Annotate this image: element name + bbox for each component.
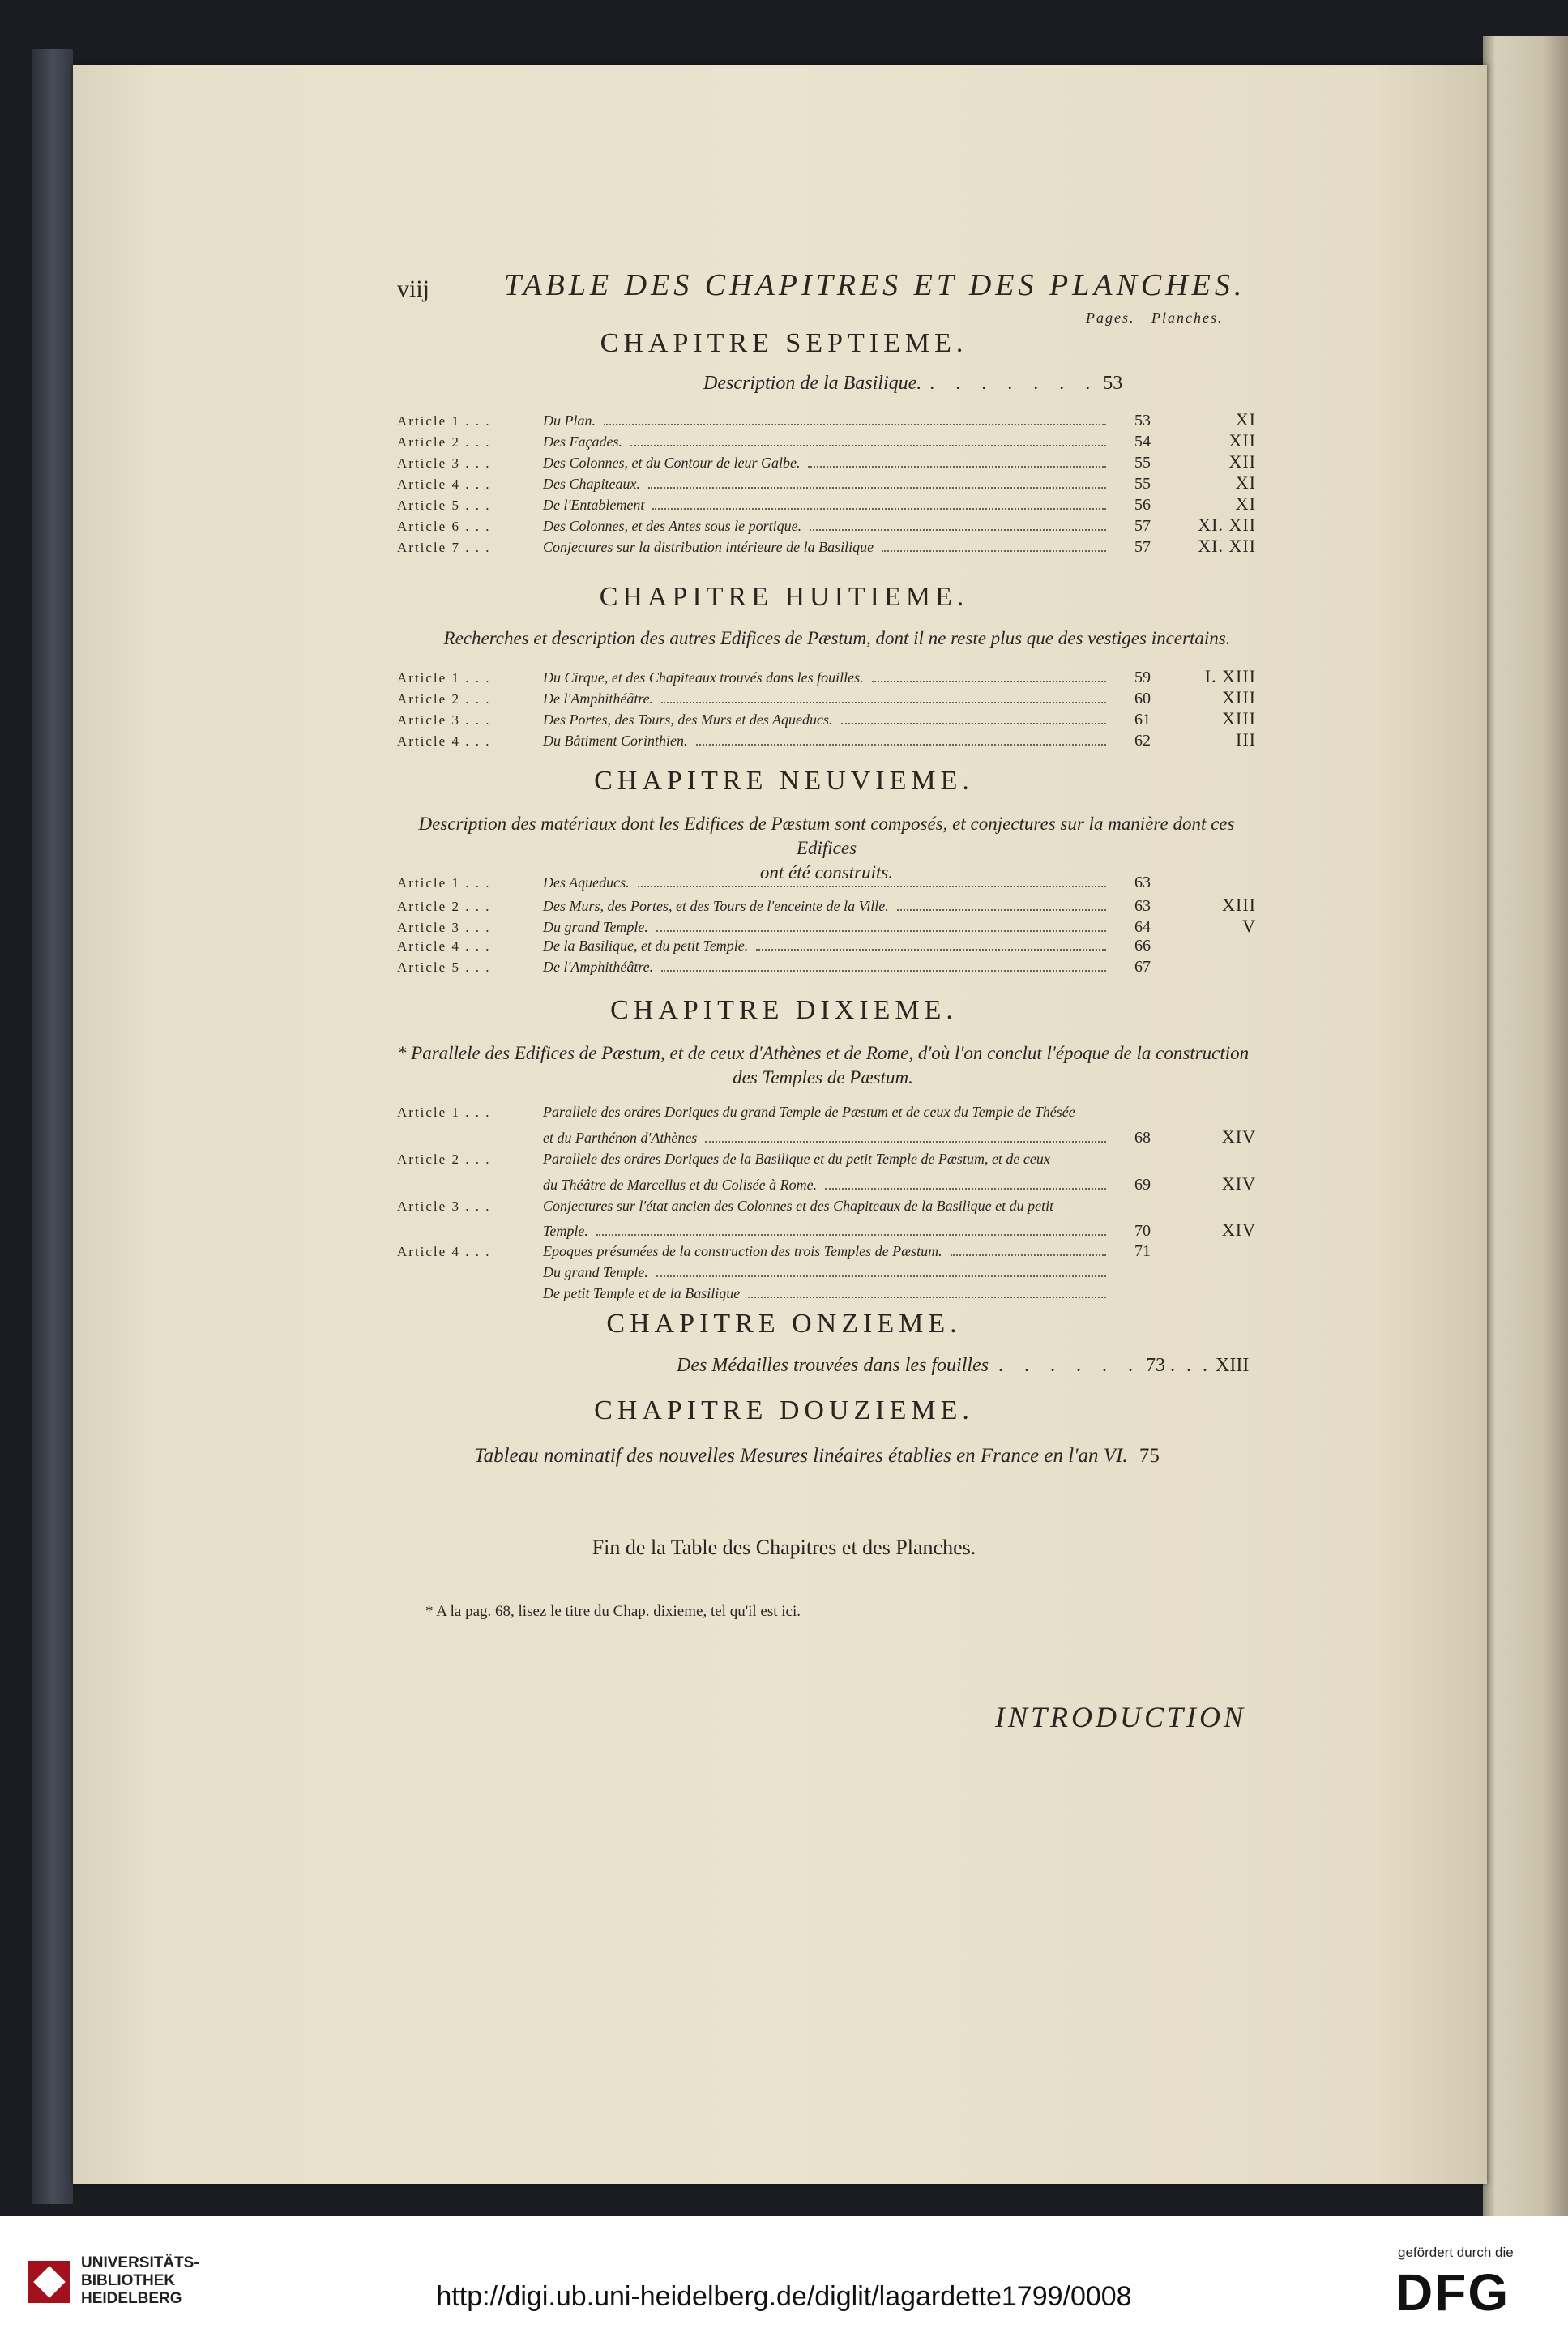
page-number: viij — [397, 276, 430, 302]
toc-row: De petit Temple et de la Basilique — [543, 1285, 1256, 1310]
toc-row: Article 6 . . . Des Colonnes, et des Antes sous le portique. 57 XI. XII — [397, 515, 1256, 535]
chapter-11-desc: Des Médailles trouvées dans les fouilles . . . . . . 73 . . . XIII — [677, 1355, 1250, 1376]
toc-row: Article 7 . . . Conjectures sur la distribution intérieure de la Basilique 57 XI. XII — [397, 536, 1256, 556]
toc-row: Article 3 . . . Des Portes, des Tours, des Murs et des Aqueducs. 61 XIII — [397, 708, 1256, 728]
toc-row: Article 2 . . . De l'Amphithéâtre. 60 XIII — [397, 687, 1256, 707]
chapter-7-desc-text: Description de la Basilique. — [703, 373, 922, 394]
toc-row: Article 4 . . . Du Bâtiment Corinthien. 62 III — [397, 729, 1256, 750]
toc-row: Article 4 . . . Epoques présumées de la construction des trois Temples de Pæstum. 71 — [397, 1242, 1151, 1260]
footnote: * A la pag. 68, lisez le titre du Chap. dixieme, tel qu'il est ici. — [425, 1603, 801, 1620]
chapter-11-desc-page: 73 — [1146, 1355, 1166, 1376]
toc-row: Article 2 . . . Parallele des ordres Doriques de la Basilique et du petit Temple de Pæstum, et de ceux — [397, 1151, 1050, 1167]
dfg-logo: DFG — [1395, 2263, 1510, 2322]
toc-row: Article 3 . . . Des Colonnes, et du Contour de leur Galbe. 55 XII — [397, 451, 1256, 472]
toc-row: Article 4 . . . Des Chapiteaux. 55 XI — [397, 472, 1256, 493]
facing-page-edge — [1483, 36, 1568, 2216]
chapter-8-title: CHAPITRE HUITIEME. — [599, 582, 969, 612]
column-headers — [1086, 310, 1223, 327]
permalink-url[interactable]: http://digi.ub.uni-heidelberg.de/diglit/lagardette1799/0008 — [436, 2281, 1132, 2312]
toc-row: Article 1 . . . Du Plan. 53 XI — [397, 409, 1256, 429]
chapter-7-title: CHAPITRE SEPTIEME. — [600, 328, 968, 358]
toc-row: Article 2 . . . Des Murs, des Portes, et des Tours de l'enceinte de la Ville. 63 XIII — [397, 895, 1256, 915]
chapter-10-desc-line1: * Parallele des Edifices de Pæstum, et de ceux d'Athènes et de Rome, d'où l'on conclut l'époque de la construction — [396, 1043, 1250, 1063]
catchword: INTRODUCTION — [995, 1701, 1247, 1733]
chapter-12-title: CHAPITRE DOUZIEME. — [594, 1395, 974, 1425]
toc-row: Article 3 . . . Du grand Temple. 64 V — [397, 916, 1256, 936]
chapter-12-desc-page: 75 — [1139, 1445, 1160, 1467]
toc-row: Article 4 . . . De la Basilique, et du petit Temple. 66 — [397, 937, 1151, 955]
chapter-7-desc: Description de la Basilique. . . . . . . . 53 — [703, 373, 1123, 394]
chapter-12-desc — [474, 1445, 1160, 1468]
toc-row: Article 5 . . . De l'Entablement 56 XI — [397, 494, 1256, 514]
chapter-12-desc-text: Tableau nominatif des nouvelles Mesures linéaires établies en France en l'an VI. — [474, 1445, 1128, 1467]
toc-row: et du Parthénon d'Athènes 68 XIV — [543, 1126, 1256, 1147]
institution-name: UNIVERSITÄTS- BIBLIOTHEK HEIDELBERG — [81, 2254, 199, 2307]
toc-row: du Théâtre de Marcellus et du Colisée à Rome. 69 XIV — [543, 1173, 1256, 1194]
column-pages: Pages. — [1086, 310, 1135, 326]
chapter-7-desc-page: 53 — [1103, 373, 1123, 394]
chapter-11-desc-text: Des Médailles trouvées dans les fouilles — [677, 1355, 989, 1376]
chapter-11-desc-plate: XIII — [1216, 1355, 1250, 1376]
toc-row: Article 2 . . . Des Façades. 54 XII — [397, 430, 1256, 451]
chapter-9-desc-line2: ont été construits. — [759, 862, 894, 882]
chapter-10-desc-line2: des Temples de Pæstum. — [733, 1067, 913, 1087]
end-of-table: Fin de la Table des Chapitres et des Planches. — [592, 1536, 976, 1559]
toc-row: Article 1 . . . Du Cirque, et des Chapiteaux trouvés dans les fouilles. 59 I. XIII — [397, 666, 1256, 686]
book-spine — [32, 49, 73, 2204]
chapter-9-desc-line1: Description des matériaux dont les Edifices de Pæstum sont composés, et conjectures sur la manière dont ces Edifices — [418, 814, 1235, 858]
funded-by-label: gefördert durch die — [1398, 2245, 1514, 2260]
chapter-9-title: CHAPITRE NEUVIEME. — [594, 766, 974, 796]
chapter-10-title: CHAPITRE DIXIEME. — [610, 995, 958, 1025]
toc-row: Article 1 . . . Des Aqueducs. 63 — [397, 874, 1151, 891]
toc-row: Temple. 70 XIV — [543, 1220, 1256, 1240]
chapter-8-desc: Recherches et description des autres Edifices de Pæstum, dont il ne reste plus que des vestiges incertains. — [443, 628, 1231, 648]
page-title: TABLE DES CHAPITRES ET DES PLANCHES. — [504, 268, 1246, 302]
toc-row: Article 1 . . . Parallele des ordres Doriques du grand Temple de Pæstum et de ceux du Temple de Thésée — [397, 1104, 1075, 1120]
toc-row: Du grand Temple. — [543, 1264, 1256, 1288]
toc-row: Article 5 . . . De l'Amphithéâtre. 67 — [397, 958, 1151, 976]
chapter-11-title: CHAPITRE ONZIEME. — [606, 1309, 962, 1339]
column-planches: Planches. — [1151, 310, 1224, 326]
chapter-10-desc — [387, 1041, 1258, 1090]
toc-row: Article 3 . . . Conjectures sur l'état ancien des Colonnes et des Chapiteaux de la Basilique et du petit — [397, 1198, 1054, 1214]
